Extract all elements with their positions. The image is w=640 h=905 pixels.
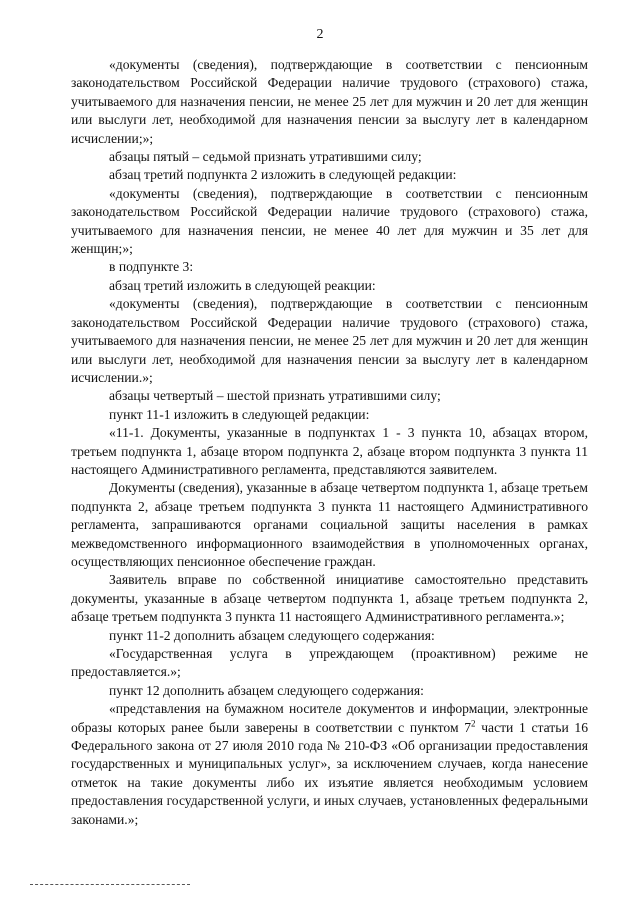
paragraph: «документы (сведения), подтверждающие в соответствии с пенсионным законодательством Российской Федерации наличие трудового (страхового) стажа, учитываемого для назначения пенсии, не менее 25 лет для мужчин и 20 лет для женщин или выслуги лет, необходимой для назначения пенсии за выслугу лет в календарном исчислении;»;: [71, 57, 588, 146]
paragraph: абзац третий подпункта 2 изложить в следующей редакции:: [109, 167, 457, 183]
paragraph: Заявитель вправе по собственной инициативе самостоятельно представить документы, указанные в абзаце четвертом подпункта 1, абзаце третьем подпункта 2, абзаце третьем подпункта 3 пункта 11 настоящего Административного регламента.»;: [71, 572, 588, 625]
bottom-divider: [30, 884, 190, 885]
paragraph: пункт 11-1 изложить в следующей редакции:: [109, 406, 370, 422]
paragraph: абзацы пятый – седьмой признать утратившими силу;: [109, 149, 422, 165]
paragraph-text-after: части 1 статьи 16 Федерального закона от 27 июля 2010 года № 210-ФЗ «Об организации предоставления государственных и муниципальных услуг», за исключением случаев, когда нанесение отметок на такие документы либо их изъятие является необходимым условием предоставления государственной услуги, и иных случаев, установленных федеральными законами.»;: [71, 719, 589, 827]
paragraph: в подпункте 3:: [109, 259, 194, 275]
paragraph: «Государственная услуга в упреждающем (проактивном) режиме не предоставляется.»;: [71, 646, 588, 680]
paragraph: «документы (сведения), подтверждающие в соответствии с пенсионным законодательством Российской Федерации наличие трудового (страхового) стажа, учитываемого для назначения пенсии, не менее 40 лет для мужчин и 35 лет для женщин;»;: [71, 185, 588, 257]
paragraph: Документы (сведения), указанные в абзаце четвертом подпункта 1, абзаце третьем подпункта 2, абзаце третьем подпункта 3 пункта 11 настоящего Административного регламента, запрашиваются органами социальной защиты населения в рамках межведомственного информационного взаимодействия в уполномоченных органах, осуществляющих пенсионное обеспечение граждан.: [71, 480, 588, 569]
superscript-index: 2: [471, 718, 476, 729]
page-number: 2: [316, 27, 324, 42]
paragraph: пункт 12 дополнить абзацем следующего содержания:: [109, 682, 424, 698]
paragraph: абзац третий изложить в следующей реакции:: [109, 277, 376, 293]
document-body: [71, 56, 588, 829]
paragraph-with-superscript: [71, 700, 588, 829]
paragraph: «документы (сведения), подтверждающие в соответствии с пенсионным законодательством Российской Федерации наличие трудового (страхового) стажа, учитываемого для назначения пенсии, не менее 25 лет для мужчин и 20 лет для женщин или выслуги лет, необходимой для назначения пенсии за выслугу лет в календарном исчислении.»;: [71, 296, 588, 385]
paragraph-text-before: «представления на бумажном носителе документов и информации, электронные образы которых ранее были заверены в соответствии с пунктом 7: [71, 701, 588, 735]
paragraph: пункт 11-2 дополнить абзацем следующего содержания:: [109, 627, 435, 643]
paragraph: «11-1. Документы, указанные в подпунктах 1 - 3 пункта 10, абзацах втором, третьем подпункта 1, абзаце втором подпункта 2, абзаце втором подпункта 3 пункта 11 настоящего Административного регламента, представляются заявителем.: [71, 425, 588, 477]
paragraph: абзацы четвертый – шестой признать утратившими силу;: [109, 388, 441, 404]
